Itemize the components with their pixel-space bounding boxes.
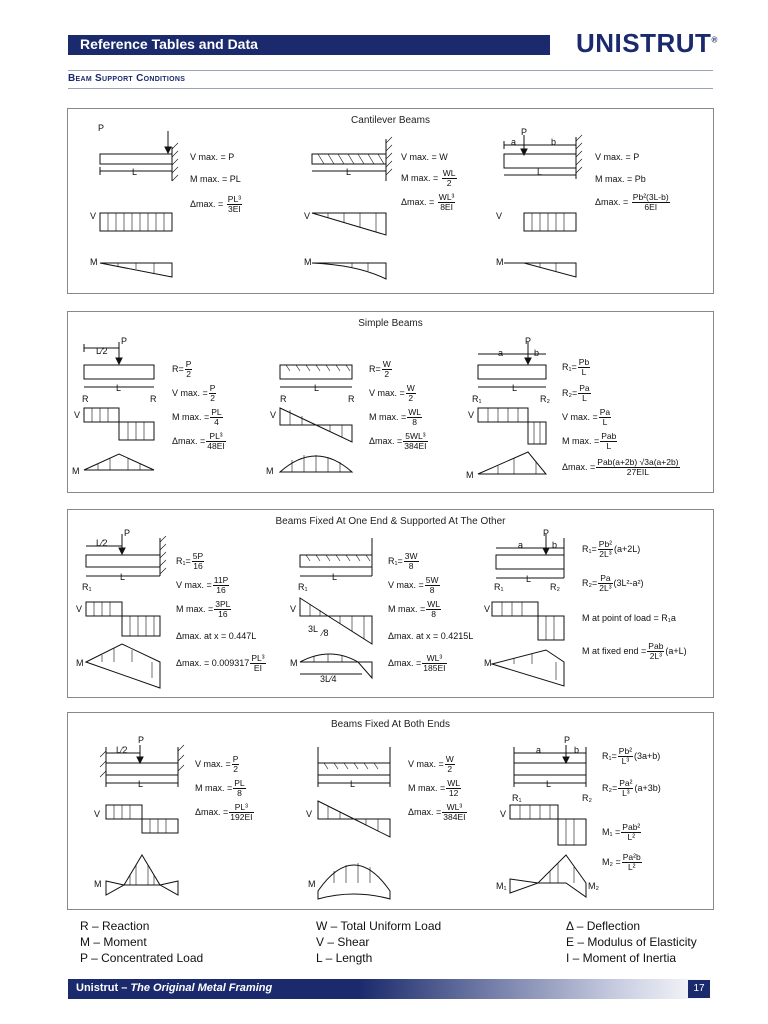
svg-text:P: P	[543, 528, 550, 538]
fixed-supported-panel	[67, 509, 714, 698]
legend-item: P – Concentrated Load	[80, 951, 204, 965]
svg-text:V: V	[500, 809, 507, 819]
svg-text:L⁄2: L⁄2	[116, 745, 128, 755]
page-number: 17	[688, 980, 710, 998]
svg-text:M: M	[266, 466, 274, 476]
svg-text:3L: 3L	[308, 624, 319, 634]
svg-text:b: b	[574, 745, 580, 755]
formula: R₂= $\frac{Pa}{L}$	[562, 383, 590, 404]
formula: R₂= $\frac{Pa}{\text{2L³}}$ (3L²-a²)	[582, 573, 644, 594]
svg-text:a: a	[536, 745, 542, 755]
header-bar	[68, 35, 550, 55]
svg-text:M: M	[496, 257, 504, 267]
formula: M max. = Pb	[595, 174, 646, 184]
svg-text:L⁄2: L⁄2	[96, 538, 108, 548]
svg-text:M: M	[90, 257, 98, 267]
svg-text:R₁: R₁	[494, 582, 504, 592]
svg-text:L⁄2: L⁄2	[96, 346, 108, 356]
legend-item: L – Length	[316, 951, 373, 965]
svg-text:P: P	[525, 336, 532, 346]
formula: R₁= $\frac{\text{Pb²}}{\text{2L³}}$ (a+2L)	[582, 539, 641, 560]
panel-title: Simple Beams	[358, 318, 423, 329]
header-title: Reference Tables and Data	[80, 36, 258, 52]
svg-text:R₁: R₁	[472, 394, 482, 404]
formula: Δmax. = $\frac{\text{WL³}}{384EI}$	[408, 802, 466, 823]
svg-text:L: L	[132, 167, 138, 177]
svg-text:R₂: R₂	[550, 582, 560, 592]
formula: Δmax. = $\frac{\text{PL³}}{3EI}$	[190, 194, 242, 215]
formula: R₁= $\frac{5P}{16}$	[176, 551, 204, 572]
svg-text:R₂: R₂	[540, 394, 550, 404]
formula: R₂= $\frac{\text{Pa²}}{\text{L³}}$ (a+3b)	[602, 778, 661, 799]
panel-title: Beams Fixed At One End & Supported At The Other	[275, 516, 506, 527]
fixed-both-panel	[67, 712, 714, 910]
svg-text:M: M	[466, 470, 474, 480]
svg-text:M: M	[304, 257, 312, 267]
svg-text:V: V	[90, 211, 97, 221]
formula: V max. = $\frac{11P}{16}$	[176, 575, 229, 596]
legend-item: Δ – Deflection	[566, 919, 641, 933]
formula: M max. = $\frac{PL}{8}$	[195, 778, 245, 799]
formula: R₁= $\frac{\text{Pb²}}{\text{L³}}$ (3a+b)	[602, 746, 661, 767]
svg-text:V: V	[468, 410, 475, 420]
formula: M max. = $\frac{WL}{8}$	[369, 407, 422, 428]
formula: V max. = $\frac{Pa}{L}$	[562, 407, 611, 428]
svg-text:V: V	[74, 410, 81, 420]
legend-item: W – Total Uniform Load	[316, 919, 442, 933]
svg-text:L: L	[116, 383, 122, 393]
formula: V max. = $\frac{W}{2}$	[369, 383, 415, 404]
panel-title: Cantilever Beams	[351, 115, 430, 126]
legend-item: I – Moment of Inertia	[566, 951, 677, 965]
legend-item: E – Modulus of Elasticity	[566, 935, 697, 949]
legend-item: V – Shear	[316, 935, 370, 949]
svg-text:R: R	[348, 394, 355, 404]
divider	[68, 70, 713, 71]
formula: Δmax. = $\frac{\text{Pab(a+2b) √3a(a+2b)}}{\text{27EIL}}$	[562, 457, 679, 478]
formula: M max. = PL	[190, 174, 241, 184]
brand-logo: UNISTRUT®	[576, 28, 718, 58]
formula: M max. = $\frac{PL}{4}$	[172, 407, 222, 428]
formula: M at point of load = R₁a	[582, 613, 676, 623]
svg-text:V: V	[496, 211, 503, 221]
svg-text:V: V	[94, 809, 101, 819]
section-title: Beam Support Conditions	[68, 73, 186, 84]
svg-text:P: P	[121, 336, 128, 346]
svg-text:M: M	[76, 658, 84, 668]
legend-col-1	[80, 918, 203, 966]
formula: Δmax. = $\frac{\text{PL³}}{192EI}$	[195, 802, 253, 823]
fixed-both-diagrams	[68, 713, 713, 909]
svg-text:R: R	[150, 394, 157, 404]
svg-text:R: R	[82, 394, 89, 404]
svg-text:R₁: R₁	[298, 582, 308, 592]
svg-text:a: a	[498, 348, 504, 358]
svg-text:V: V	[304, 211, 311, 221]
legend-col-3	[566, 918, 697, 966]
simple-beams-panel	[67, 311, 714, 493]
formula: Δmax. = $\frac{\text{WL³}}{185EI}$	[388, 653, 446, 674]
svg-text:R₁: R₁	[512, 793, 522, 803]
svg-text:M: M	[484, 658, 492, 668]
svg-text:R₂: R₂	[582, 793, 592, 803]
formula: M₂ = $\frac{\text{Pa²b}}{\text{L²}}$	[602, 852, 641, 873]
svg-text:V: V	[270, 410, 277, 420]
svg-text:L: L	[546, 779, 552, 789]
formula: R= $\frac{W}{2}$	[369, 359, 391, 380]
panel-title: Beams Fixed At Both Ends	[331, 719, 450, 730]
svg-text:M₁: M₁	[496, 881, 507, 891]
svg-text:M: M	[72, 466, 80, 476]
svg-text:b: b	[534, 348, 540, 358]
svg-text:L: L	[512, 383, 518, 393]
svg-text:a: a	[518, 540, 524, 550]
legend-col-2	[316, 918, 441, 966]
formula: M max. = $\frac{\text{Pab}}{L}$	[562, 431, 617, 452]
svg-text:a: a	[511, 137, 517, 147]
svg-text:L: L	[314, 383, 320, 393]
legend-item: M – Moment	[80, 935, 147, 949]
svg-text:P: P	[521, 127, 528, 137]
divider	[68, 88, 713, 89]
formula: Δmax. = $\frac{\text{PL³}}{48EI}$	[172, 431, 225, 452]
formula: V max. = P	[190, 152, 235, 162]
svg-text:L: L	[332, 572, 338, 582]
svg-text:R: R	[280, 394, 287, 404]
svg-text:R₁: R₁	[82, 582, 92, 592]
svg-text:P: P	[564, 735, 571, 745]
svg-text:P: P	[138, 735, 145, 745]
cantilever-panel	[67, 108, 714, 294]
svg-text:V: V	[290, 604, 297, 614]
svg-text:M: M	[290, 658, 298, 668]
formula: Δmax. = $\frac{\text{5WL³}}{384EI}$	[369, 431, 427, 452]
formula: Δmax. at x = 0.447L	[176, 631, 257, 641]
svg-text:L: L	[537, 167, 543, 177]
svg-text:3L⁄4: 3L⁄4	[320, 674, 337, 684]
formula: R₁= $\frac{3W}{8}$	[388, 551, 418, 572]
formula: V max. = $\frac{W}{2}$	[408, 754, 454, 775]
formula: M max. = $\frac{WL}{12}$	[408, 778, 461, 799]
formula: V max. = $\frac{P}{2}$	[172, 383, 216, 404]
formula: M₁ = $\frac{\text{Pab²}}{\text{L²}}$	[602, 822, 641, 843]
formula: R₁= $\frac{Pb}{L}$	[562, 357, 590, 378]
svg-text:V: V	[306, 809, 313, 819]
svg-text:P: P	[98, 123, 105, 133]
formula: V max. = $\frac{P}{2}$	[195, 754, 239, 775]
formula: M max. = $\frac{3PL}{16}$	[176, 599, 231, 620]
svg-text:V: V	[76, 604, 83, 614]
svg-text:L: L	[120, 572, 126, 582]
svg-text:M: M	[308, 879, 316, 889]
svg-text:b: b	[551, 137, 557, 147]
footer-text: Unistrut – The Original Metal Framing	[76, 982, 273, 994]
svg-text:V: V	[484, 604, 491, 614]
svg-text:L: L	[346, 167, 352, 177]
formula: M at fixed end = $\frac{\text{Pab}}{\text{2L³}}$ (a+L)	[582, 641, 687, 662]
svg-text:b: b	[552, 540, 558, 550]
formula: Δmax. = $\frac{\text{WL³}}{8EI}$	[401, 192, 455, 213]
footer-bar	[68, 979, 713, 999]
formula: V max. = W	[401, 152, 448, 162]
formula: M max. = $\frac{WL}{8}$	[388, 599, 441, 620]
formula: V max. = $\frac{5W}{8}$	[388, 575, 439, 596]
svg-text:P: P	[124, 528, 131, 538]
formula: Δmax. = 0.009317 $\frac{\text{PL³}}{EI}$	[176, 653, 265, 674]
formula: M max. = $\frac{WL}{2}$	[401, 168, 456, 189]
svg-text:L: L	[526, 574, 532, 584]
formula: V max. = P	[595, 152, 640, 162]
formula: Δmax. = $\frac{\text{Pb²(3L-b)}}{6EI}$	[595, 192, 669, 213]
svg-text:M₂: M₂	[588, 881, 599, 891]
svg-text:L: L	[138, 779, 144, 789]
svg-text:⁄8: ⁄8	[322, 628, 329, 638]
svg-text:M: M	[94, 879, 102, 889]
legend-item: R – Reaction	[80, 919, 150, 933]
formula: R= $\frac{P}{2}$	[172, 359, 192, 380]
svg-text:L: L	[350, 779, 356, 789]
formula: Δmax. at x = 0.4215L	[388, 631, 474, 641]
